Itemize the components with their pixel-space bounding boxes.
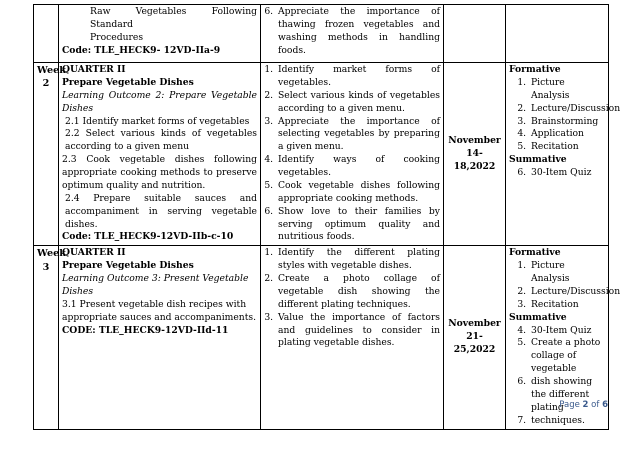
assessment-cell: [506, 5, 609, 63]
activity-item: 4. 30-Item Quiz: [529, 325, 605, 338]
week-number: 3: [42, 261, 50, 273]
table-row: [34, 63, 609, 246]
activity-item: 3. Brainstorming: [529, 116, 605, 129]
activity-item: 7. techniques.: [529, 415, 605, 428]
competency-cell: [59, 5, 261, 63]
date-cell: [444, 5, 506, 63]
objectives-cell: [261, 5, 444, 63]
page-number: 2: [582, 400, 589, 410]
activity-item: 1. Picture Analysis: [529, 77, 605, 103]
quarter-label: QUARTER II: [62, 64, 126, 75]
topic-title: Prepare Vegetable Dishes: [62, 76, 194, 88]
summative-list: [509, 325, 605, 428]
date-range: 21-25,2022: [453, 330, 496, 355]
date-month: November: [448, 318, 501, 330]
objective-item: 2. Create a photo collage of vegetable dish showing the different plating techniques.: [276, 273, 440, 312]
formative-label: Formative: [509, 247, 561, 259]
competency-line: Raw Vegetables Following Standard: [90, 6, 257, 30]
competency-item: 2.3 Cook vegetable dishes following appropriate cooking methods to preserve optimum quality and nutrition.: [62, 154, 257, 191]
page-footer: [559, 400, 608, 410]
learning-outcome: Learning Outcome 3: Present Vegetable Dishes: [62, 273, 249, 297]
week-label: Week: [37, 248, 66, 260]
learning-outcome: Learning Outcome 2: Prepare Vegetable Dishes: [62, 89, 257, 114]
page-total: 6: [602, 400, 608, 410]
competency-cell: [59, 63, 261, 246]
objectives-list: [264, 6, 440, 58]
objective-item: 4. Identify ways of cooking vegetables.: [276, 154, 440, 180]
activity-item: 5. Create a photo collage of vegetable: [529, 337, 605, 376]
table-row: [34, 246, 609, 429]
competency-line: Procedures: [90, 31, 144, 43]
activity-item: 4. Application: [529, 128, 605, 141]
activity-item: 5. Recitation: [529, 141, 605, 154]
competency-code: CODE: TLE_HECK9-12VD-IId-11: [62, 324, 229, 336]
activity-item: 2. Lecture/Discussion: [529, 286, 605, 299]
summative-list: [509, 167, 605, 180]
activity-item: 3. Recitation: [529, 299, 605, 312]
objective-item: 1. Identify the different plating styles with vegetable dishes.: [276, 247, 440, 273]
date-cell: [444, 246, 506, 429]
objective-item: 3. Appreciate the importance of selecting vegetables by preparing a given menu.: [276, 116, 440, 155]
summative-label: Summative: [509, 311, 567, 323]
week-cell: [34, 246, 66, 429]
objectives-cell: [261, 63, 444, 246]
objective-item: 1. Identify market forms of vegetables.: [276, 64, 440, 90]
topic-title: Prepare Vegetable Dishes: [62, 260, 194, 272]
date-cell: [444, 63, 506, 246]
table-row: [34, 5, 609, 63]
objectives-cell: [261, 246, 444, 429]
competency-code: Code: TLE_HECK9-12VD-IIb-c-10: [62, 231, 234, 243]
objectives-list: [264, 247, 440, 350]
activity-item: 2. Lecture/Discussion: [529, 103, 605, 116]
date-range: 14-18,2022: [453, 147, 496, 172]
objective-item: 6. Show love to their families by serving optimum quality and nutritious foods.: [276, 206, 440, 245]
objective-item: 6. Appreciate the importance of thawing frozen vegetables and washing methods in handling foods.: [276, 6, 440, 58]
formative-label: Formative: [509, 64, 561, 75]
competency-item: 3.1 Present vegetable dish recipes with appropriate sauces and accompaniments.: [62, 298, 257, 323]
week-number: 2: [42, 78, 50, 90]
date-month: November: [448, 134, 501, 146]
summative-label: Summative: [509, 154, 567, 166]
page-word: Page: [559, 400, 580, 410]
formative-list: [509, 76, 621, 154]
competency-item: 2.2 Select various kinds of vegetables according to a given menu: [65, 128, 257, 153]
of-word: of: [591, 400, 600, 410]
assessment-cell: [506, 63, 621, 246]
objective-item: 2. Select various kinds of vegetables according to a given menu.: [276, 90, 440, 116]
week-cell: [34, 5, 59, 63]
quarter-label: QUARTER II: [62, 247, 126, 259]
activity-item: 1. Picture Analysis: [529, 260, 605, 286]
formative-list: [509, 260, 621, 312]
activity-item: 6. 30-Item Quiz: [529, 167, 605, 180]
objective-item: 3. Value the importance of factors and guidelines to consider in plating vegetable dishes.: [276, 312, 440, 351]
competency-cell: [59, 246, 261, 429]
week-label: Week: [37, 65, 66, 76]
competency-item: 2.4 Prepare suitable sauces and accompaniment in serving vegetable dishes.: [65, 192, 257, 230]
activity-item: 6. dish showing the different plating: [529, 376, 605, 415]
objectives-list: [264, 64, 440, 244]
lesson-plan-table: [33, 4, 621, 430]
competency-item: 2.1 Identify market forms of vegetables: [65, 115, 250, 127]
week-cell: [34, 63, 66, 246]
competency-code: Code: TLE_HECK9- 12VD-IIa-9: [62, 44, 221, 56]
objective-item: 5. Cook vegetable dishes following appropriate cooking methods.: [276, 180, 440, 206]
